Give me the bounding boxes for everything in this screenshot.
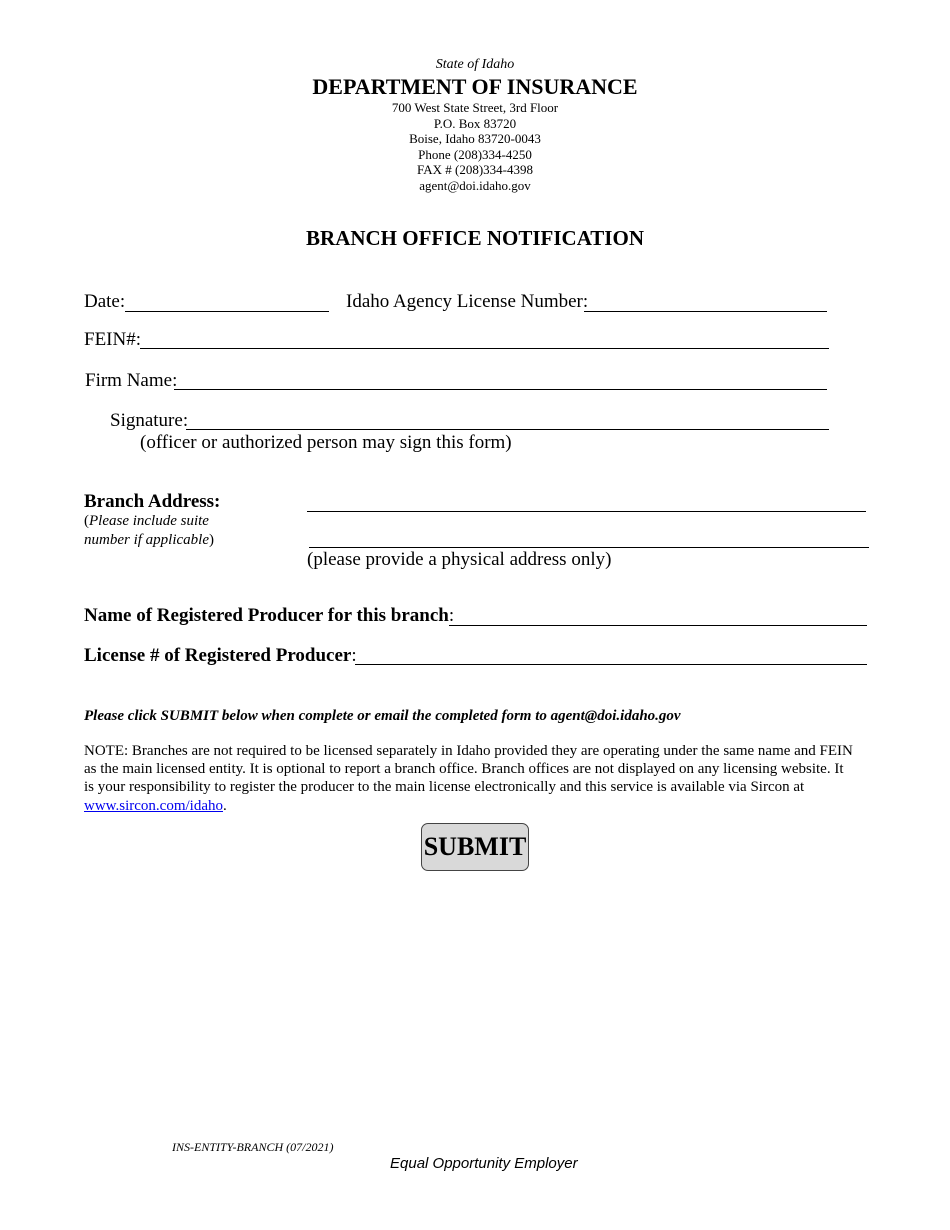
fein-field[interactable] [140,348,829,349]
branch-address-label: Branch Address: [84,491,221,512]
address-line-1: 700 West State Street, 3rd Floor [391,100,559,115]
date-field[interactable] [125,311,329,312]
producer-license-label: License # of Registered Producer: [84,645,357,666]
state-name: State of Idaho [435,57,515,72]
branch-address-hint-1: (Please include suite [84,513,209,529]
signature-field[interactable] [186,429,829,430]
producer-name-label: Name of Registered Producer for this branch: [84,605,455,626]
form-code: INS-ENTITY-BRANCH (07/2021) [172,1140,334,1154]
address-line-2: P.O. Box 83720 [433,116,517,131]
physical-address-note: (please provide a physical address only) [307,549,612,570]
equal-opportunity-employer: Equal Opportunity Employer [390,1155,578,1172]
header-email: agent@doi.idaho.gov [419,178,531,193]
branch-address-line-1[interactable] [307,511,866,512]
signature-label: Signature: [110,410,189,431]
firm-name-field[interactable] [174,389,827,390]
agency-license-field[interactable] [584,311,827,312]
address-line-3: Boise, Idaho 83720-0043 [409,131,541,146]
note-paragraph: NOTE: Branches are not required to be licensed separately in Idaho provided they are operating under the same name and FEIN as the main licensed entity. It is optional to report a branch office. Branch offices are not displayed on any licensing website. It is your responsibility to register the producer to the main license electronically and this service is available via Sircon at www.sircon.com/idaho. [84,743,853,814]
branch-address-line-2[interactable] [309,547,869,548]
form-title: BRANCH OFFICE NOTIFICATION [306,226,644,250]
sircon-link[interactable]: www.sircon.com/idaho [84,797,223,814]
fax-number: FAX # (208)334-4398 [416,162,534,177]
firm-name-label: Firm Name: [85,370,178,391]
submit-button[interactable]: SUBMIT [421,823,529,871]
fein-label: FEIN#: [84,329,141,350]
department-name: DEPARTMENT OF INSURANCE [312,74,638,99]
producer-license-field[interactable] [355,664,867,665]
date-label: Date: [84,291,126,312]
phone-number: Phone (208)334-4250 [418,147,532,162]
signature-note: (officer or authorized person may sign this form) [140,432,512,453]
producer-name-field[interactable] [449,625,867,626]
branch-address-hint-2: number if applicable) [84,532,214,548]
agency-license-label: Idaho Agency License Number: [346,291,589,312]
submit-instruction: Please click SUBMIT below when complete or email the completed form to agent@doi.idaho.gov [84,708,681,724]
